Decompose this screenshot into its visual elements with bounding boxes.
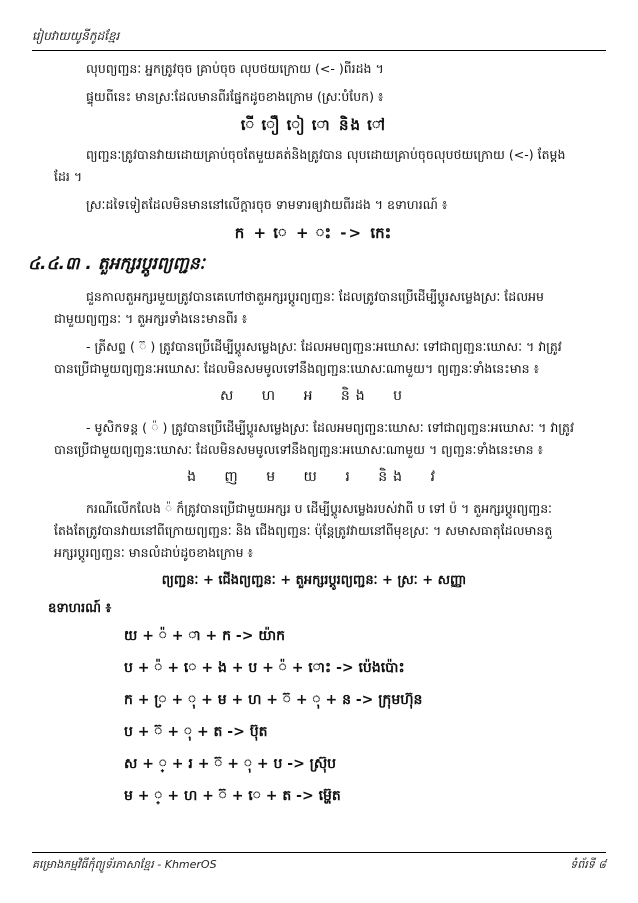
- paragraph-consonant-typing: ព្យញ្ជនៈត្រូវបានវាយដោយគ្រាប់ចុចតែមួយគត់និងត្រូវបាន លុបដោយគ្រាប់ចុចលុបថយក្រោយ (<-) តែម្តងដែរ ។: [54, 147, 566, 184]
- examples-list: [54, 626, 574, 806]
- header-title: រៀបវាយយូនីកូដខ្មែរ: [32, 29, 120, 43]
- paragraph-musekatoan: - មូសិកទន្ត ( ៉ ) ត្រូវបានប្រើដើម្បីប្តូរសម្លេងស្រៈ ដែលអមព្យញ្ជនៈឃោសៈ ទៅជាព្យញ្ជនៈអឃោសៈ ។ វាត្រូវបានប្រើជាមួយព្យញ្ជនៈឃោសៈ ដែលមិនសមមូលទៅនឹងព្យញ្ជនៈអឃោសៈណាមួយ ។ ព្យញ្ជនៈទាំងនេះមាន ៖: [54, 420, 574, 457]
- example-formula: ក + េ + ះ -> កេះ: [234, 224, 394, 242]
- letter-item: រ: [345, 469, 356, 485]
- letter-item: ម: [266, 469, 282, 485]
- letter-item: យ: [303, 469, 323, 485]
- split-vowels-list: ើ ឿ ៀ ោ និង ៅ: [240, 116, 388, 134]
- page-header: [32, 28, 606, 51]
- example-item: ក + ្រ + ុ + ម + ហ + ៊ + ុ + ន -> ក្រុមហ៊ុន: [124, 692, 423, 708]
- letters-list-2: [54, 467, 574, 488]
- paragraph-other-vowels: ស្រៈដទៃទៀតដែលមិនមាននៅលើក្តារចុច ទាមទារឲ្យវាយពីរដង ។ ឧទាហរណ៍ ៖: [86, 197, 448, 212]
- letter-item: ហ: [261, 388, 282, 404]
- letter-item: ស: [219, 388, 240, 404]
- paragraph-split-vowels-intro: ផ្ទុយពីនេះ មានស្រៈដែលមានពីរផ្នែកដូចខាងក្រោម (ស្រៈបំបែក) ៖: [86, 89, 384, 104]
- order-formula: ព្យញ្ជនៈ + ជើងព្យញ្ជនៈ + តួអក្សរប្តូរព្យញ្ជនៈ + ស្រៈ + សញ្ញា: [161, 573, 467, 588]
- letter-item: វ: [430, 469, 441, 485]
- letters-list-1: [54, 386, 574, 407]
- page-footer: [32, 852, 606, 874]
- letter-item: អ: [303, 388, 319, 404]
- paragraph-exception: ករណីលើកលែង ៉ ក៏ត្រូវបានប្រើជាមួយអក្សរ ប ដើម្បីប្តូរសម្លេងរបស់វាពី ប ទៅ ប៉ ។ តួអក្សរប្តូរព្យញ្ជនៈ តែងតែត្រូវបានវាយនៅពីក្រោយព្យញ្ជនៈ និង ជើងព្យញ្ជនៈ ប៉ុន្តែត្រូវវាយនៅពីមុខស្រៈ ។ សមាសធាតុដែលមានតួអក្សរប្តូរព្យញ្ជនៈ មានលំដាប់ដូចខាងក្រោម ៖: [54, 501, 553, 560]
- letter-item: ង: [187, 469, 202, 485]
- examples-label: ឧទាហរណ៍ ៖: [48, 601, 112, 616]
- page-content: [28, 58, 574, 818]
- example-item: ប + ៉ + េ + ង + ប + ៉ + ោះ -> ប៉េងប៉ោះ: [124, 660, 405, 676]
- example-item: ប + ៊ + ុ + ត -> ប៊ុត: [124, 724, 268, 740]
- example-item: ម + ្ + ហ + ៊ + េ + ត -> ម្ហ៊េត: [124, 788, 341, 804]
- paragraph-delete-consonant: លុបព្យញ្ជនៈ អ្នកត្រូវចុច គ្រាប់ចុច លុបថយក្រោយ (<- )ពីរដង ។: [86, 61, 384, 76]
- letter-item: និង: [340, 388, 371, 404]
- example-item: យ + ៉ + ា + ក -> យ៉ាក: [124, 628, 285, 644]
- footer-page-number: ទំព័រទី ៨: [570, 858, 606, 871]
- footer-project: គម្រោងកម្មវិធីកុំព្យូទ័រភាសាខ្មែរ - KhmerOS: [32, 858, 217, 871]
- example-item: ស + ្ + រ + ៊ + ុ + ប -> ស្រ៊ុប: [124, 756, 337, 772]
- section-heading: ៤.៤.៣ . តួអក្សរប្តូរព្យញ្ជនៈ: [28, 254, 205, 274]
- letter-item: ប: [393, 388, 409, 404]
- paragraph-shifters-intro: ជួនកាលតួអក្សរមួយត្រូវបានគេហៅថាតួអក្សរប្តូរព្យញ្ជនៈ ដែលត្រូវបានប្រើដើម្បីប្តូរសម្លេងស្រៈ ដែលអមជាមួយព្យញ្ជនៈ ។ តួអក្សរទាំងនេះមានពីរ ៖: [54, 289, 544, 326]
- letter-item: ញ: [224, 469, 244, 485]
- paragraph-treisap: - ត្រីសព្ទ ( ៊ ) ត្រូវបានប្រើដើម្បីប្តូរសម្លេងស្រៈ ដែលអមព្យញ្ជនៈអឃោសៈ ទៅជាព្យញ្ជនៈឃោសៈ ។ វាត្រូវបានប្រើជាមួយព្យញ្ជនៈអឃោសៈ ដែលមិនសមមូលទៅនឹងព្យញ្ជនៈឃោសៈណាមួយ។ ព្យញ្ជនៈទាំងនេះមាន ៖: [54, 339, 562, 376]
- letter-item: និង: [378, 469, 409, 485]
